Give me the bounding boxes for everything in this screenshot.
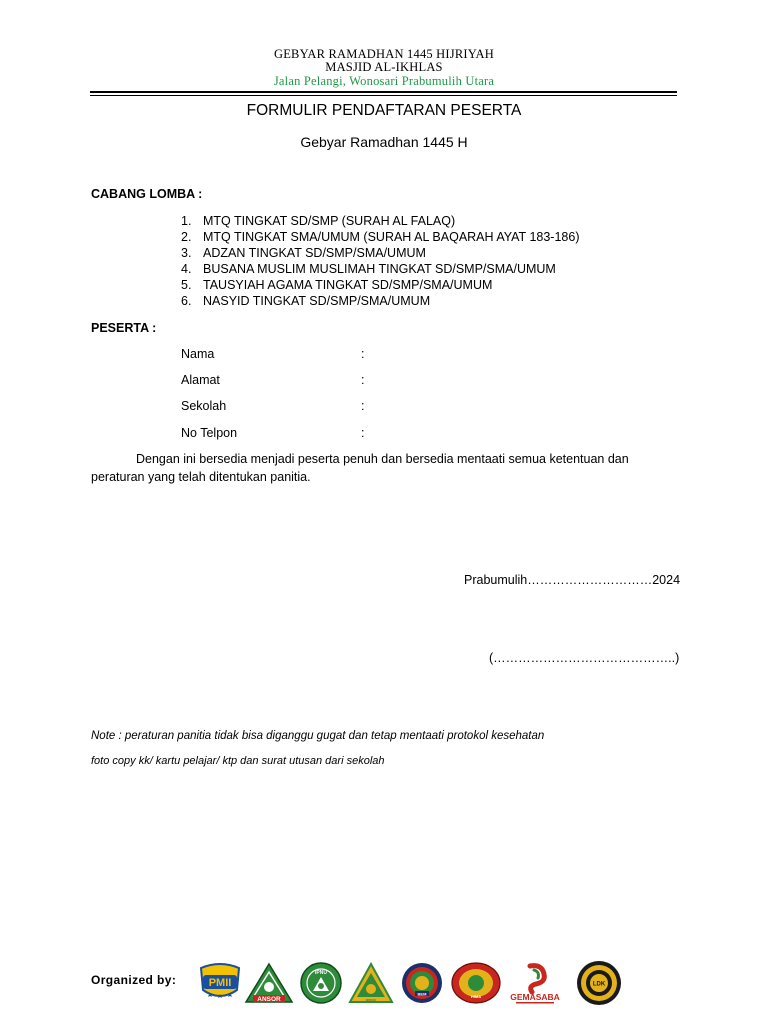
item-number: 5. — [181, 278, 192, 292]
field-colon: : — [361, 399, 365, 413]
ippnu-logo-text: IPPNU — [365, 998, 377, 1003]
item-number: 2. — [181, 230, 192, 244]
field-colon: : — [361, 426, 365, 440]
item-text: TAUSYIAH AGAMA TINGKAT SD/SMP/SMA/UMUM — [203, 278, 493, 292]
pmii-logo-text: PMII — [208, 977, 232, 989]
ipnu-logo-text: IPNU — [315, 970, 327, 976]
item-number: 1. — [181, 214, 192, 228]
field-label-telpon: No Telpon — [181, 426, 238, 440]
field-label-nama: Nama — [181, 347, 215, 361]
statement-paragraph — [91, 451, 681, 486]
form-subtitle: Gebyar Ramadhan 1445 H — [300, 134, 468, 150]
signature-line: (……………………………………..) — [489, 651, 680, 665]
header-rule-thin — [90, 95, 677, 96]
ldk-logo-text: LDK — [592, 981, 606, 988]
header-rule-thick — [90, 91, 677, 93]
header-address: Jalan Pelangi, Wonosari Prabumulih Utara — [273, 74, 495, 88]
statement-text: Dengan ini bersedia menjadi peserta penuh dan bersedia mentaati semua ketentuan dan peraturan yang telah ditentukan panitia. — [91, 452, 629, 484]
hima-logo-text: HIMA — [470, 994, 482, 999]
gemasaba-logo — [508, 962, 562, 1006]
bem-logo — [398, 962, 446, 1004]
peserta-heading: PESERTA : — [91, 321, 157, 335]
ipnu-logo — [298, 962, 344, 1004]
form-title: FORMULIR PENDAFTARAN PESERTA — [246, 102, 522, 119]
pmii-logo — [197, 962, 243, 1002]
ansor-logo-text: ANSOR — [257, 996, 281, 1003]
item-number: 6. — [181, 294, 192, 308]
organized-by-label: Organized by: — [91, 973, 177, 987]
item-number: 4. — [181, 262, 192, 276]
ippnu-logo — [348, 962, 394, 1004]
list-item — [181, 261, 579, 277]
item-text: MTQ TINGKAT SMA/UMUM (SURAH AL BAQARAH AYAT 183-186) — [203, 230, 580, 244]
hima-logo — [451, 962, 501, 1004]
header-line-1: GEBYAR RAMADHAN 1445 HIJRIYAH — [273, 47, 495, 61]
bem-logo-text: BEM — [417, 991, 427, 997]
field-label-sekolah: Sekolah — [181, 399, 227, 413]
cabang-list — [181, 213, 579, 309]
item-text: BUSANA MUSLIM MUSLIMAH TINGKAT SD/SMP/SMA/UMUM — [203, 262, 556, 276]
item-text: MTQ TINGKAT SD/SMP (SURAH AL FALAQ) — [203, 214, 456, 228]
list-item — [181, 229, 579, 245]
field-label-alamat: Alamat — [181, 373, 220, 387]
cabang-heading: CABANG LOMBA : — [91, 187, 203, 201]
note-line-1: Note : peraturan panitia tidak bisa diganggu gugat dan tetap mentaati protokol kesehatan — [91, 730, 545, 742]
item-text: ADZAN TINGKAT SD/SMP/SMA/UMUM — [203, 246, 426, 260]
list-item — [181, 213, 579, 229]
gemasaba-logo-text: GEMASABA — [510, 992, 560, 1002]
field-colon: : — [361, 347, 365, 361]
note-line-2: foto copy kk/ kartu pelajar/ ktp dan surat utusan dari sekolah — [91, 755, 385, 767]
header-line-2: MASJID AL-IKHLAS — [325, 60, 443, 74]
field-colon: : — [361, 373, 365, 387]
list-item — [181, 293, 579, 309]
list-item — [181, 277, 579, 293]
place-date: Prabumulih…………………………2024 — [464, 573, 681, 587]
ansor-logo — [244, 962, 294, 1004]
ldk-logo — [571, 960, 627, 1006]
item-number: 3. — [181, 246, 192, 260]
list-item — [181, 245, 579, 261]
item-text: NASYID TINGKAT SD/SMP/SMA/UMUM — [203, 294, 431, 308]
